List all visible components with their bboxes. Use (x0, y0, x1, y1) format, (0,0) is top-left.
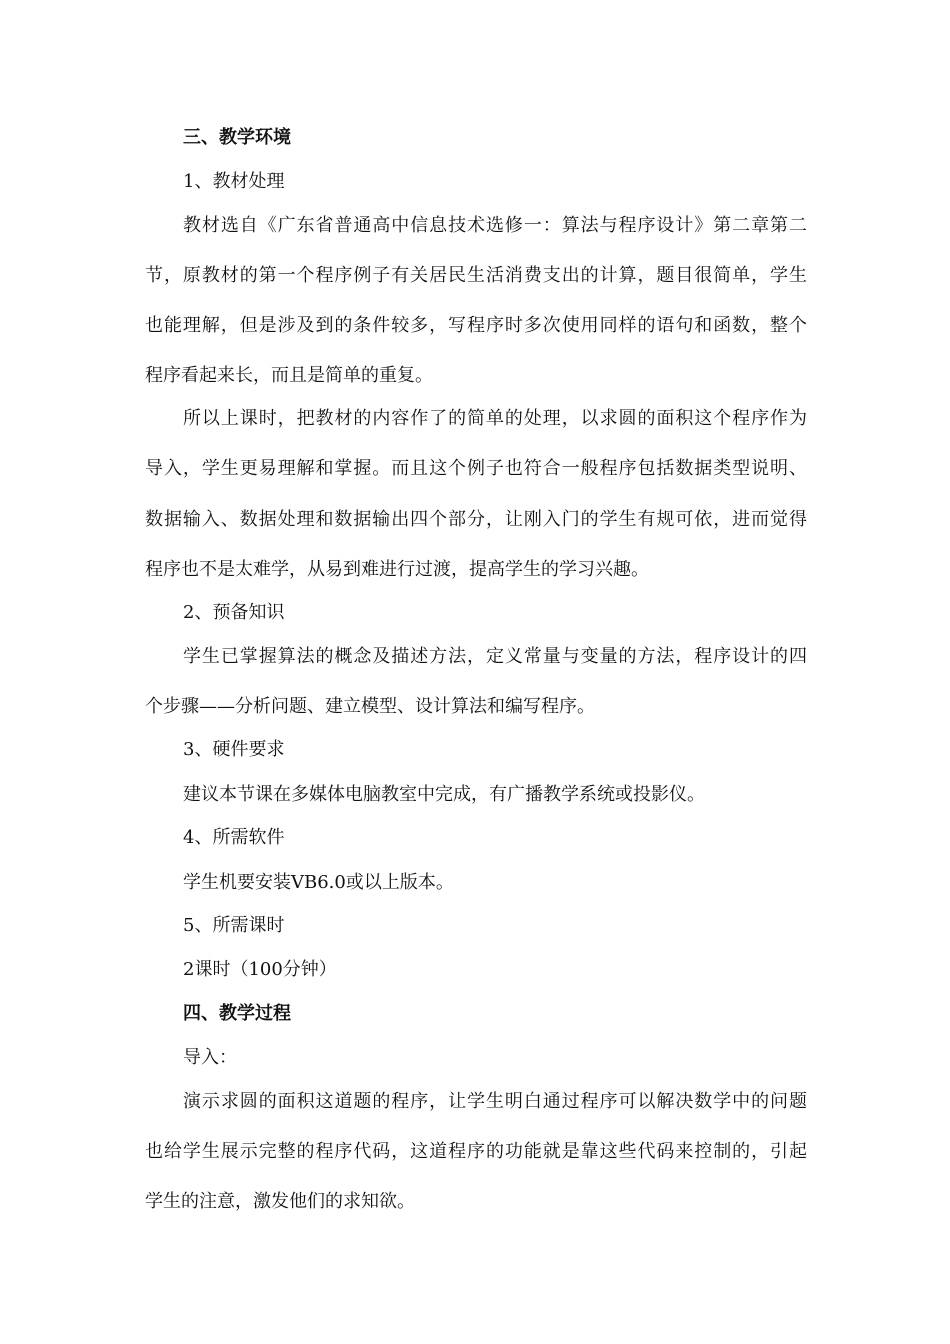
paragraph-line: 建议本节课在多媒体电脑教室中完成，有广播教学系统或投影仪。 (183, 784, 705, 805)
paragraph-line: 程序也不是太难学，从易到难进行过渡，提高学生的学习兴趣。 (145, 559, 649, 580)
paragraph-line: 程序看起来长，而且是简单的重复。 (145, 365, 433, 386)
paragraph-line: 教材选自《广东省普通高中信息技术选修一：算法与程序设计》第二章第二 (183, 215, 807, 236)
subheading-prerequisite-knowledge: 2、预备知识 (183, 602, 285, 623)
paragraph-line: 学生的注意，激发他们的求知欲。 (145, 1191, 415, 1212)
paragraph-line: 2课时（100分钟） (183, 959, 337, 980)
paragraph-line: 也能理解，但是涉及到的条件较多，写程序时多次使用同样的语句和函数，整个 (145, 315, 807, 336)
paragraph-line: 演示求圆的面积这道题的程序，让学生明白通过程序可以解决数学中的问题 (183, 1091, 807, 1112)
paragraph-line: 也给学生展示完整的程序代码，这道程序的功能就是靠这些代码来控制的，引起 (145, 1141, 807, 1162)
subheading-required-class-hours: 5、所需课时 (183, 915, 285, 936)
section-heading-teaching-process: 四、教学过程 (183, 1003, 291, 1024)
section-heading-teaching-environment: 三、教学环境 (183, 127, 291, 148)
subheading-hardware-requirements: 3、硬件要求 (183, 739, 285, 760)
paragraph-line: 数据输入、数据处理和数据输出四个部分，让刚入门的学生有规可依，进而觉得 (145, 509, 807, 530)
paragraph-line: 节，原教材的第一个程序例子有关居民生活消费支出的计算，题目很简单，学生 (145, 265, 807, 286)
subheading-textbook-handling: 1、教材处理 (183, 171, 285, 192)
paragraph-line: 学生已掌握算法的概念及描述方法，定义常量与变量的方法，程序设计的四 (183, 646, 807, 667)
paragraph-line: 导入，学生更易理解和掌握。而且这个例子也符合一般程序包括数据类型说明、 (145, 458, 807, 479)
subheading-introduction: 导入： (183, 1047, 237, 1068)
paragraph-line: 学生机要安装VB6.0或以上版本。 (183, 872, 454, 893)
subheading-required-software: 4、所需软件 (183, 827, 285, 848)
paragraph-line: 所以上课时，把教材的内容作了的简单的处理，以求圆的面积这个程序作为 (183, 408, 807, 429)
paragraph-line: 个步骤——分析问题、建立模型、设计算法和编写程序。 (145, 696, 595, 717)
